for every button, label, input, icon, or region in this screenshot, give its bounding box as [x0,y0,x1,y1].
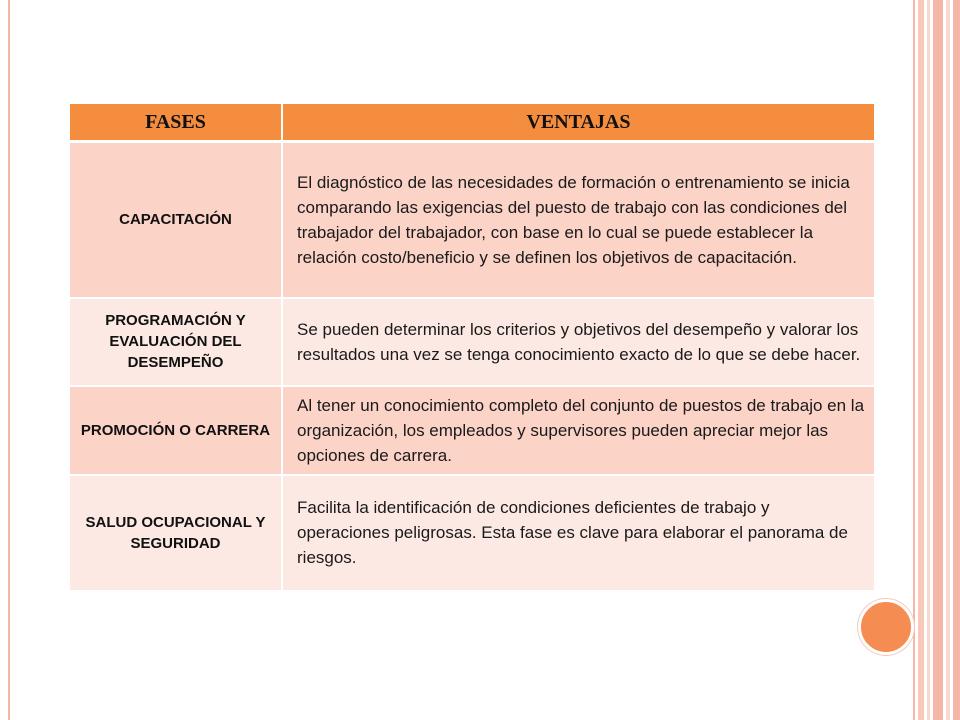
header-fases: FASES [70,104,282,142]
header-ventajas: VENTAJAS [282,104,874,142]
ventaja-cell: Al tener un conocimiento completo del conjunto de puestos de trabajo en la organización, los empleados y supervisores pueden apreciar mejor las opciones de carrera. [282,386,874,475]
decorative-stripe [927,0,930,720]
table-header-row [70,104,874,142]
ventaja-cell: Facilita la identificación de condiciones deficientes de trabajo y operaciones peligrosas. Esta fase es clave para elaborar el panorama de riesgos. [282,475,874,591]
table-row [70,386,874,475]
decorative-circle [858,599,914,655]
table-row [70,298,874,386]
decorative-stripe [946,0,950,720]
decorative-stripe [933,0,943,720]
fase-cell: CAPACITACIÓN [70,142,282,298]
ventaja-cell: Se pueden determinar los criterios y objetivos del desempeño y valorar los resultados una vez se tenga conocimiento exacto de lo que se debe hacer. [282,298,874,386]
fase-cell: PROGRAMACIÓN Y EVALUACIÓN DEL DESEMPEÑO [70,298,282,386]
decorative-stripe [918,0,924,720]
fase-cell: PROMOCIÓN O CARRERA [70,386,282,475]
ventaja-cell: El diagnóstico de las necesidades de formación o entrenamiento se inicia comparando las exigencias del puesto de trabajo con las condiciones del trabajador del trabajador, con base en lo cual se puede establecer la relación costo/beneficio y se definen los objetivos de capacitación. [282,142,874,298]
fase-cell: SALUD OCUPACIONAL Y SEGURIDAD [70,475,282,591]
table-row [70,142,874,298]
table-row [70,475,874,591]
phases-table [70,104,874,592]
decorative-stripe [953,0,960,720]
